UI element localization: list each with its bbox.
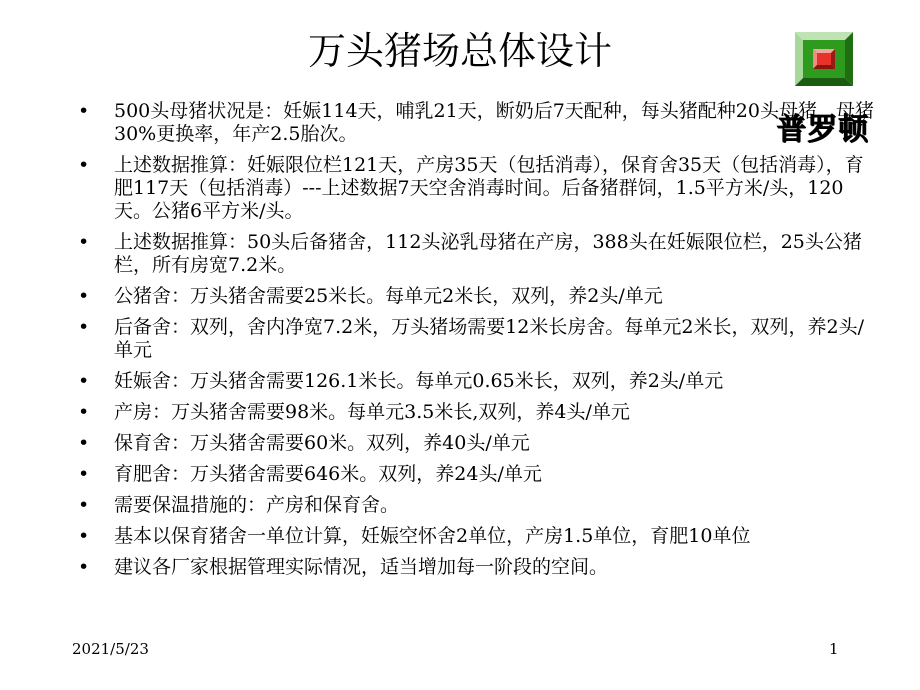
bullet-text: 保育舍：万头猪舍需要60米。双列，养40头/单元 — [114, 432, 530, 454]
bullet-marker: • — [78, 556, 90, 578]
bullet-item — [72, 285, 874, 308]
bullet-marker: • — [78, 432, 90, 454]
bullet-item — [72, 556, 874, 579]
bullet-marker: • — [78, 463, 90, 485]
bullet-text: 建议各厂家根据管理实际情况，适当增加每一阶段的空间。 — [114, 556, 609, 578]
bullet-text: 需要保温措施的：产房和保育舍。 — [114, 494, 400, 516]
bullet-item — [72, 401, 874, 424]
bullet-item — [72, 494, 874, 517]
bullet-text: 产房：万头猪舍需要98米。每单元3.5米长,双列，养4头/单元 — [114, 401, 630, 423]
page-number: 1 — [829, 640, 839, 658]
bullet-list — [72, 100, 874, 587]
bullet-marker: • — [78, 231, 90, 253]
bullet-text: 上述数据推算：50头后备猪舍，112头泌乳母猪在产房，388头在妊娠限位栏，25头公猪栏，所有房宽7.2米。 — [114, 231, 862, 276]
bullet-marker: • — [78, 285, 90, 307]
bullet-item — [72, 525, 874, 548]
bullet-item — [72, 463, 874, 486]
bullet-item — [72, 432, 874, 455]
bullet-marker: • — [78, 401, 90, 423]
bullet-marker: • — [78, 316, 90, 338]
bullet-text: 上述数据推算：妊娠限位栏121天，产房35天（包括消毒），保育舍35天（包括消毒），育肥117天（包括消毒）---上述数据7天空舍消毒时间。后备猪群饲，1.5平方米/头，120天。公猪6平方米/头。 — [114, 154, 864, 222]
bullet-marker: • — [78, 154, 90, 176]
bullet-item — [72, 231, 874, 277]
bullet-text: 基本以保育猪舍一单位计算，妊娠空怀舍2单位，产房1.5单位，育肥10单位 — [114, 525, 751, 547]
slide-title: 万头猪场总体设计 — [307, 29, 612, 73]
logo-icon — [795, 32, 853, 86]
bullet-item — [72, 154, 874, 223]
bullet-text: 公猪舍：万头猪舍需要25米长。每单元2米长，双列，养2头/单元 — [114, 285, 663, 307]
bullet-marker: • — [78, 494, 90, 516]
bullet-item — [72, 316, 874, 362]
bullet-marker: • — [78, 525, 90, 547]
bullet-item — [72, 370, 874, 393]
footer-date: 2021/5/23 — [72, 640, 149, 658]
brand-logo-text: 普罗顿 — [776, 112, 869, 147]
bullet-text: 500头母猪状况是：妊娠114天，哺乳21天，断奶后7天配种，每头猪配种20头母猪，母猪30%更换率，年产2.5胎次。 — [114, 100, 874, 145]
bullet-marker: • — [78, 370, 90, 392]
bullet-text: 后备舍：双列，舍内净宽7.2米，万头猪场需要12米长房舍。每单元2米长，双列，养2头/单元 — [114, 316, 864, 361]
bullet-text: 妊娠舍：万头猪舍需要126.1米长。每单元0.65米长，双列，养2头/单元 — [114, 370, 724, 392]
bullet-marker: • — [78, 100, 90, 122]
bullet-item — [72, 100, 874, 146]
bullet-text: 育肥舍：万头猪舍需要646米。双列，养24头/单元 — [114, 463, 542, 485]
